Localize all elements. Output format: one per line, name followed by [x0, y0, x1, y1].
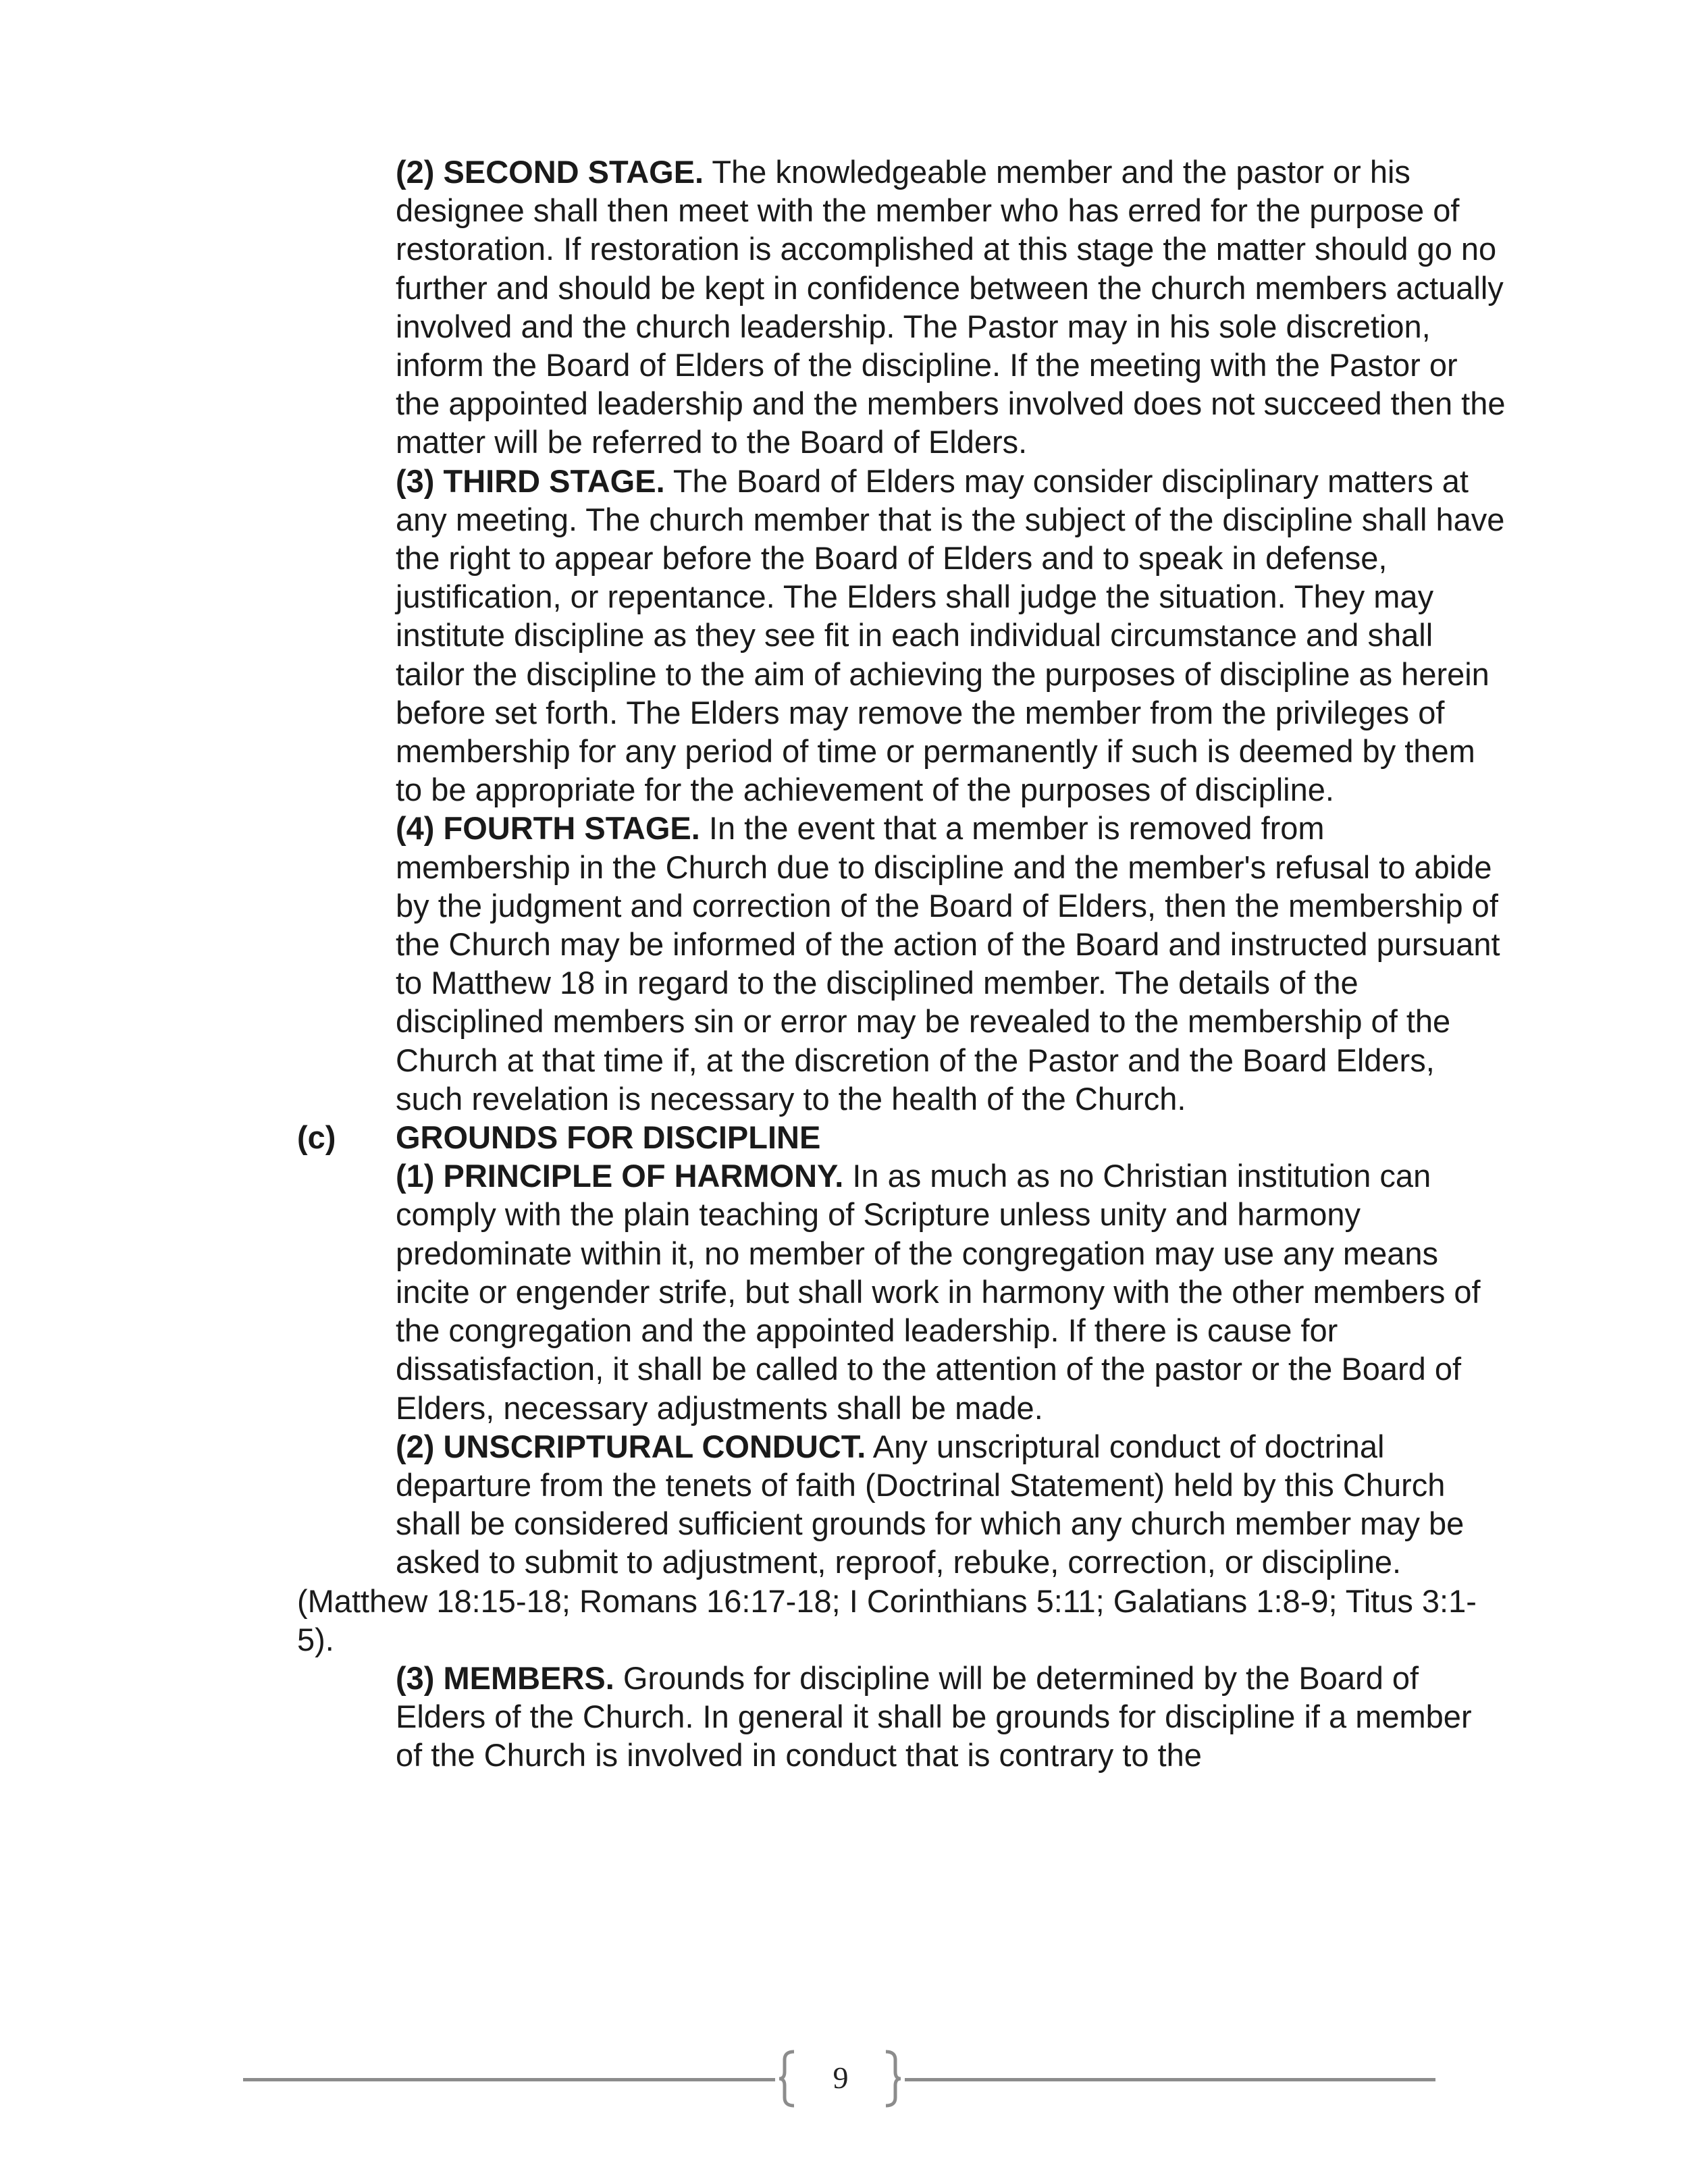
section-c-marker: (c)	[297, 1119, 336, 1156]
members-text: Grounds for discipline will be determined by the Board of Elders of the Church. In general it shall be grounds for discipline if a member of the Church is involved in conduct that is contrary to the	[396, 1659, 1472, 1774]
scripture-references: (Matthew 18:15-18; Romans 16:17-18; I Corinthians 5:11; Galatians 1:8-9; Titus 3:1-5).	[297, 1582, 1477, 1657]
fourth-stage-paragraph	[297, 809, 1506, 1118]
third-stage-label: (3) THIRD STAGE.	[396, 462, 665, 499]
page-footer	[0, 2049, 1688, 2110]
harmony-label: (1) PRINCIPLE OF HARMONY.	[396, 1158, 844, 1194]
fourth-stage-label: (4) FOURTH STAGE.	[396, 810, 700, 847]
harmony-paragraph	[297, 1156, 1506, 1427]
section-c-heading	[297, 1118, 1506, 1156]
third-stage-text: The Board of Elders may consider disciplinary matters at any meeting. The church member that is the subject of the discipline shall have the right to appear before the Board of Elders and to speak in defense, justification, or repentance. The Elders shall judge the situation. They may institute discipline as they see fit in each individual circumstance and shall tailor the discipline to the aim of achieving the purposes of discipline as herein before set forth. The Elders may remove the member from the privileges of membership for any period of time or permanently if such is deemed by them to be appropriate for the achievement of the purposes of discipline.	[396, 462, 1505, 808]
page-number: 9	[833, 2060, 849, 2095]
unscriptural-text: Any unscriptural conduct of doctrinal departure from the tenets of faith (Doctrinal Statement) held by this Church shall be considered sufficient grounds for which any church member may be asked to submit to adjustment, reproof, rebuke, correction, or discipline.	[396, 1428, 1465, 1580]
second-stage-label: (2) SECOND STAGE.	[396, 154, 704, 190]
members-label: (3) MEMBERS.	[396, 1659, 614, 1696]
footer-rule-right	[905, 2078, 1435, 2081]
second-stage-paragraph	[297, 153, 1506, 462]
unscriptural-paragraph	[297, 1427, 1506, 1582]
members-paragraph	[297, 1659, 1506, 1775]
document-body	[297, 153, 1506, 1775]
footer-rule-left	[243, 2078, 775, 2081]
third-stage-paragraph	[297, 462, 1506, 809]
second-stage-text: The knowledgeable member and the pastor or his designee shall then meet with the member who has erred for the purpose of restoration. If restoration is accomplished at this stage the matter should go no further and should be kept in confidence between the church members actually involved and the church leadership. The Pastor may in his sole discretion, inform the Board of Elders of the discipline. If the meeting with the Pastor or the appointed leadership and the members involved does not succeed then the matter will be referred to the Board of Elders.	[396, 154, 1506, 460]
unscriptural-label: (2) UNSCRIPTURAL CONDUCT.	[396, 1428, 866, 1464]
left-brace-icon	[776, 2049, 797, 2108]
fourth-stage-text: In the event that a member is removed from membership in the Church due to discipline and the member's refusal to abide by the judgment and correction of the Board of Elders, then the membership of the Church may be informed of the action of the Board and instructed pursuant to Matthew 18 in regard to the disciplined member. The details of the disciplined members sin or error may be revealed to the membership of the Church at that time if, at the discretion of the Pastor and the Board Elders, such revelation is necessary to the health of the Church.	[396, 810, 1500, 1117]
right-brace-icon	[883, 2049, 903, 2108]
section-c-title: GROUNDS FOR DISCIPLINE	[396, 1119, 821, 1156]
harmony-text: In as much as no Christian institution can comply with the plain teaching of Scripture unless unity and harmony predominate within it, no member of the congregation may use any means incite or engender strife, but shall work in harmony with the other members of the congregation and the appointed leadership. If there is cause for dissatisfaction, it shall be called to the attention of the pastor or the Board of Elders, necessary adjustments shall be made.	[396, 1158, 1481, 1426]
